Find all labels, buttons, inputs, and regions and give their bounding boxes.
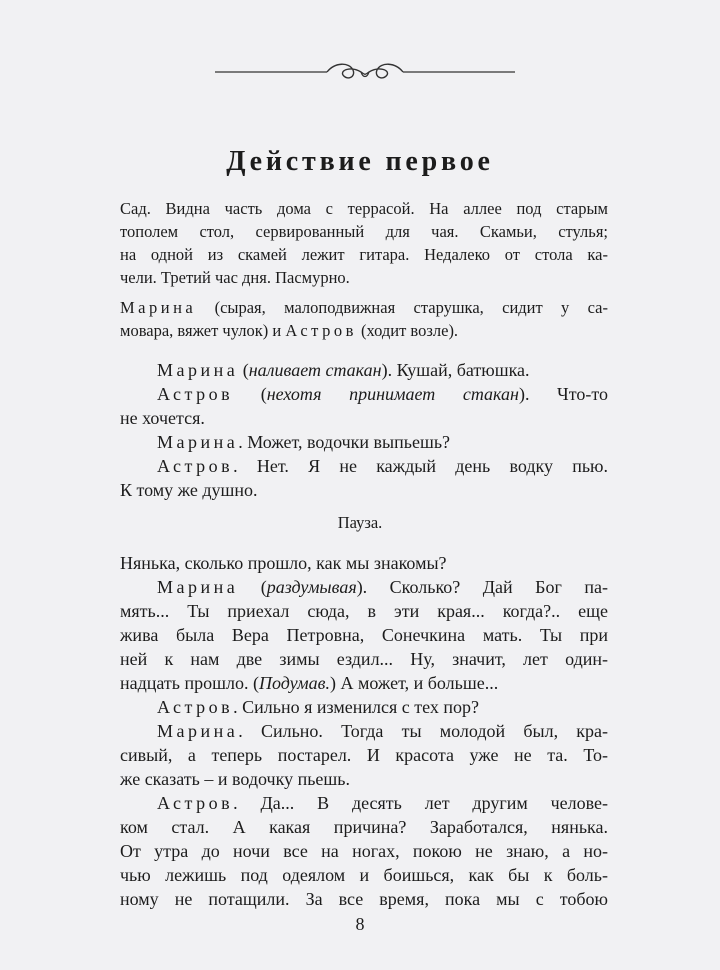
text-line: Астров. Сильно я изменился с тех пор? <box>157 697 479 717</box>
text-line: жива была Вера Петровна, Сонечкина мать. Ты при <box>120 625 608 645</box>
text-line: чели. Третий час дня. Пасмурно. <box>120 268 350 287</box>
text-line: же сказать – и водочку пьешь. <box>120 769 350 789</box>
text-line: От утра до ночи все на ногах, покою не знаю, а но- <box>120 841 608 861</box>
page-title: Действие первое <box>226 146 494 177</box>
text-line: на одной из скамей лежит гитара. Недалеко от стола ка- <box>120 245 608 264</box>
stage-pause: Пауза. <box>337 513 383 532</box>
character-name: Астров <box>157 793 234 813</box>
text-line: К тому же душно. <box>120 480 258 500</box>
text-line: Сад. Видна часть дома с террасой. На аллее под старым <box>120 199 608 218</box>
character-name: Марина <box>157 360 239 380</box>
text-line: Марина. Сильно. Тогда ты молодой был, кра- <box>157 721 608 741</box>
character-name: Астров <box>157 697 234 717</box>
text-line: тополем стол, сервированный для чая. Скамьи, стулья; <box>120 222 608 241</box>
dialogue-section-1 <box>120 358 608 502</box>
text-line: сивый, а теперь постарел. И красота уже не та. То- <box>120 745 608 765</box>
text-line: надцать прошло. (Подумав.) А может, и больше... <box>120 673 499 693</box>
text-line: не хочется. <box>120 408 205 428</box>
text-line: ному не потащили. За все время, пока мы с тобою <box>120 889 608 909</box>
cast-list <box>120 296 608 342</box>
stage-direction <box>120 197 608 289</box>
text-line: Астров (нехотя принимает стакан). Что-то <box>157 384 608 404</box>
dialogue-section-2 <box>120 551 608 911</box>
text-line: Нянька, сколько прошло, как мы знакомы? <box>120 553 447 573</box>
page-number: 8 <box>355 914 365 934</box>
character-name: Астров <box>157 456 234 476</box>
character-name: Марина <box>120 298 197 317</box>
text-line: Астров. Да... В десять лет другим челове- <box>157 793 608 813</box>
text-line: Астров. Нет. Я не каждый день водку пью. <box>157 456 608 476</box>
character-name: Марина <box>157 721 239 741</box>
text-line: мовара, вяжет чулок) и Астров (ходит возле). <box>120 321 459 340</box>
text-line: Марина (сырая, малоподвижная старушка, сидит у са- <box>120 298 608 317</box>
text-line: мять... Ты приехал сюда, в эти края... когда?.. еще <box>120 601 608 621</box>
text-line: ней к нам две зимы ездил... Ну, значит, лет один- <box>120 649 608 669</box>
text-line: Марина (наливает стакан). Кушай, батюшка. <box>157 360 530 380</box>
text-line: чью лежишь под одеялом и боишься, как бы к боль- <box>120 865 608 885</box>
character-name: Астров <box>285 321 357 340</box>
character-name: Марина <box>157 577 239 597</box>
text-line: ком стал. А какая причина? Заработался, нянька. <box>120 817 608 837</box>
text-line: Марина (раздумывая). Сколько? Дай Бог па- <box>157 577 609 597</box>
character-name: Марина <box>157 432 239 452</box>
ornament-divider <box>215 58 515 88</box>
character-name: Астров <box>157 384 234 404</box>
text-line: Марина. Может, водочки выпьешь? <box>157 432 451 452</box>
